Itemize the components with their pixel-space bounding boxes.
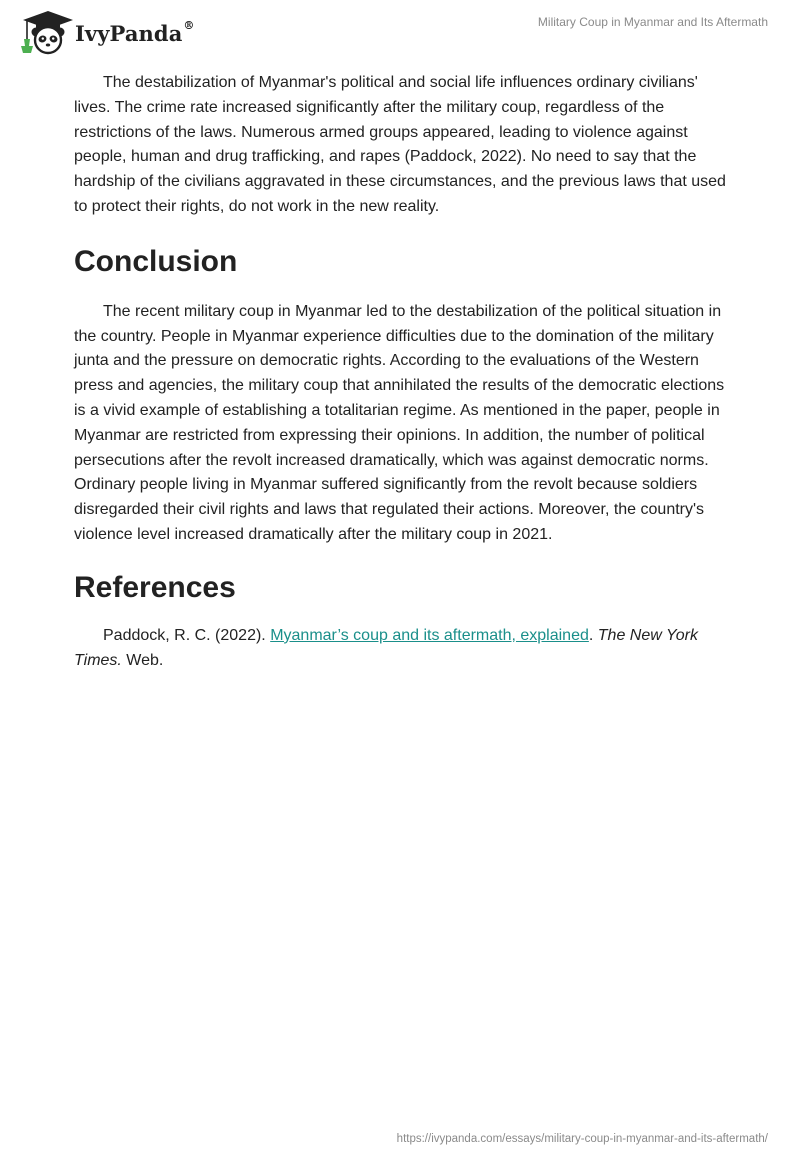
footer-url[interactable]: https://ivypanda.com/essays/military-coup-in-myanmar-and-its-aftermath/ [396,1133,768,1145]
reference-entry [74,624,734,674]
references-heading: References [74,570,236,604]
running-title: Military Coup in Myanmar and Its Aftermath [537,15,768,29]
reference-punct: . [588,626,598,644]
reference-medium: Web. [121,651,164,669]
logo-text: IvyPanda® [75,18,195,46]
reference-author-date: Paddock, R. C. (2022). [103,626,271,644]
conclusion-heading: Conclusion [74,244,238,278]
conclusion-paragraph: The recent military coup in Myanmar led to the destabilization of the political situation in the country. People in Myanmar experience difficulties due to the domination of the military junta and the pressure on democratic rights. According to the evaluations of the Western press and agencies, the military coup that annihilated the results of the democratic elections is a vivid example of establishing a totalitarian regime. As mentioned in the paper, people in Myanmar are restricted from expressing their opinions. In addition, the number of political persecutions after the revolt increased dramatically, which was against democratic norms. Ordinary people living in Myanmar suffered significantly from the revolt because soldiers disregarded their civil rights and laws that regulated their actions. Moreover, the country's violence level increased dramatically after the military coup in 2021. [74,302,725,543]
page-header [0,0,800,60]
reference-source: The New York Times. [74,626,698,669]
panda-graduate-icon [15,9,73,55]
logo[interactable] [15,9,195,55]
reference-link[interactable]: Myanmar’s coup and its aftermath, explained [270,626,589,644]
essay-content [74,71,734,673]
intro-paragraph: The destabilization of Myanmar's political and social life influences ordinary civilians' lives. The crime rate increased significantly after the military coup, regardless of the restrictions of the laws. Numerous armed groups appeared, leading to violence against people, human and drug trafficking, and rapes (Paddock, 2022). No need to say that the hardship of the civilians aggravated in these circumstances, and the previous laws that used to protect their rights, do not work in the new reality. [74,74,726,215]
